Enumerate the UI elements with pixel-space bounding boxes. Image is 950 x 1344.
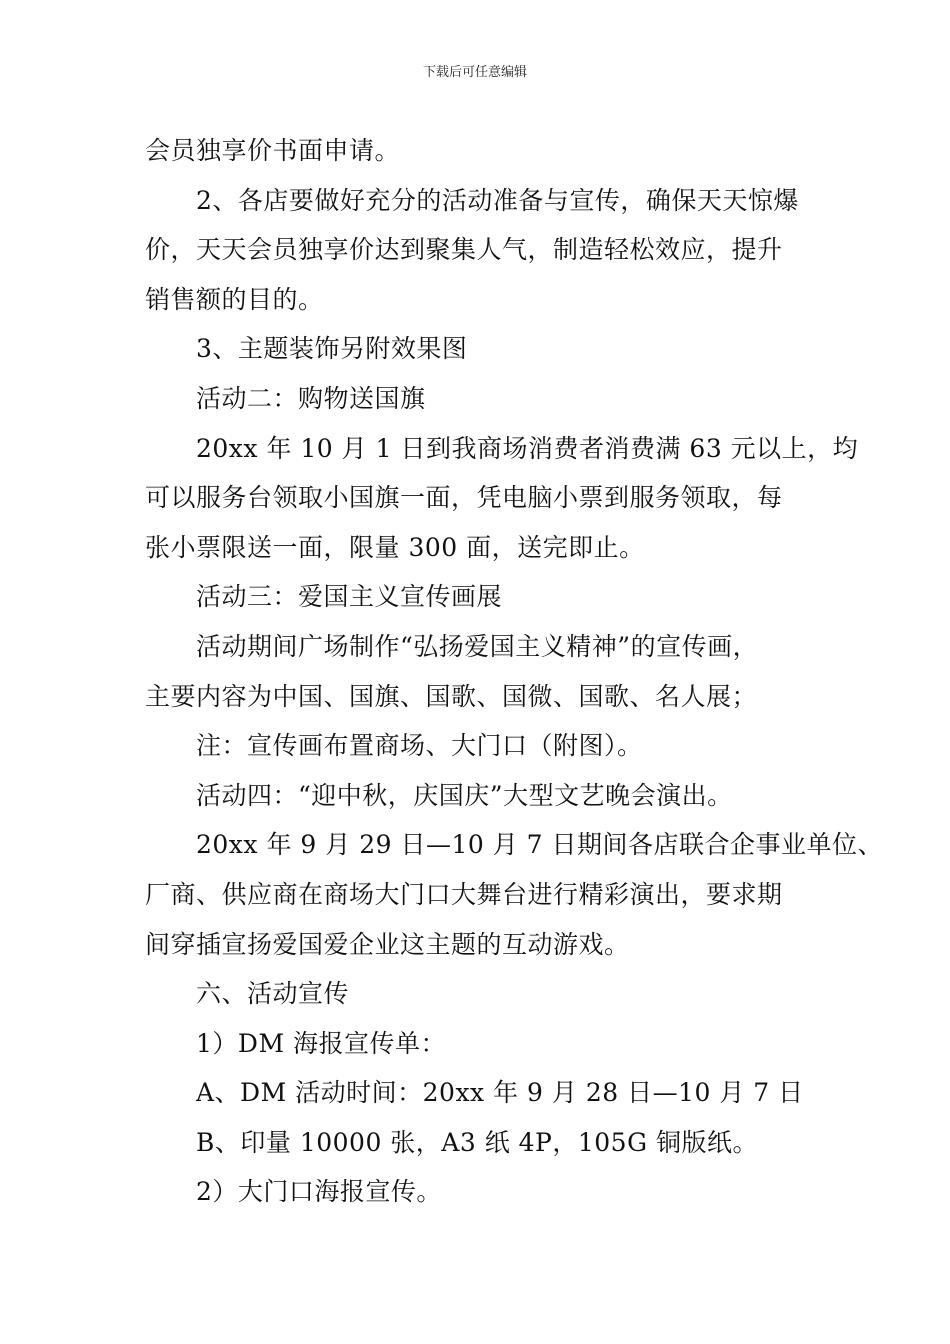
text-line: 张小票限送一面，限量 300 面，送完即止。 <box>145 532 645 562</box>
text-line: 2、各店要做好充分的活动准备与宣传，确保天天惊爆 <box>196 185 799 215</box>
text-line: B、印量 10000 张，A3 纸 4P，105G 铜版纸。 <box>196 1127 759 1157</box>
text-line: 活动二：购物送国旗 <box>196 383 426 413</box>
text-line: 主要内容为中国、国旗、国歌、国微、国歌、名人展； <box>145 681 758 711</box>
text-line: 间穿插宣扬爱国爱企业这主题的互动游戏。 <box>145 929 630 959</box>
text-line: 20xx 年 10 月 1 日到我商场消费者消费满 63 元以上，均 <box>196 433 859 463</box>
text-line: 3、主题装饰另附效果图 <box>196 334 468 364</box>
document-body <box>145 126 884 1217</box>
text-line: 销售额的目的。 <box>145 284 324 314</box>
text-line: 2）大门口海报宣传。 <box>196 1177 442 1207</box>
text-line: 活动期间广场制作“弘扬爱国主义精神”的宣传画， <box>196 631 759 661</box>
text-line: 会员独享价书面申请。 <box>145 136 401 165</box>
text-line: 六、活动宣传 <box>196 979 350 1009</box>
text-line: 1）DM 海报宣传单： <box>196 1028 446 1058</box>
text-line: A、DM 活动时间：20xx 年 9 月 28 日—10 月 7 日 <box>196 1078 804 1108</box>
text-line: 20xx 年 9 月 29 日—10 月 7 日期间各店联合企事业单位、 <box>196 830 884 860</box>
text-line: 活动四：“迎中秋，庆国庆”大型文艺晚会演出。 <box>196 780 733 810</box>
text-line: 注：宣传画布置商场、大门口（附图）。 <box>196 731 643 761</box>
text-line: 活动三：爱国主义宣传画展 <box>196 582 503 612</box>
text-line: 厂商、供应商在商场大门口大舞台进行精彩演出，要求期 <box>145 879 783 909</box>
text-line: 可以服务台领取小国旗一面，凭电脑小票到服务领取，每 <box>145 483 783 513</box>
text-line: 价，天天会员独享价达到聚集人气，制造轻松效应，提升 <box>145 235 783 265</box>
page-header: 下载后可任意编辑 <box>422 65 527 80</box>
